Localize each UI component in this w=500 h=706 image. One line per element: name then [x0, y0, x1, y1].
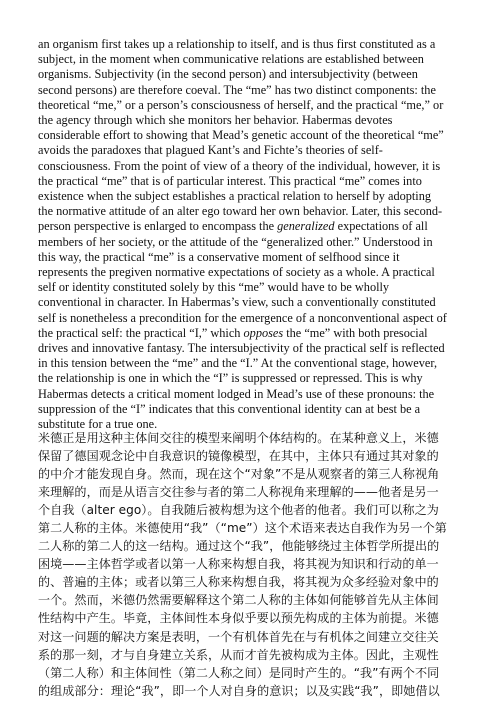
text-line: the agency through which she monitors her behavior. Habermas devotes	[38, 113, 393, 128]
text-line: 米德正是用这种主体间交往的模型来阐明个体结构的。在某种意义上，米德	[38, 431, 439, 445]
text-line: substitute for a true one.	[38, 417, 158, 432]
text-line-with-italic	[38, 326, 468, 341]
text-line: represents the pregiven normative expectations of society as a whole. A practical	[38, 265, 435, 280]
text-line: 保留了德国观念论中自我意识的镜像模型，在其中，主体只有通过其对象的	[38, 449, 439, 464]
text-line: in this tension between the “me” and the “I.” At the conventional stage, however,	[38, 356, 438, 371]
text-line: considerable effort to showing that Mead’s genetic account of the theoretical “me”	[38, 128, 444, 143]
text-line: 的中介才能发现自身。然而，现在这个“对象”不是从观察者的第三人称视角	[38, 467, 440, 482]
italic-term: opposes	[243, 325, 284, 340]
text-line: （第二人称）和主体间性（第二人称之间）是同时产生的。“我”有两个不同	[38, 665, 440, 680]
text-line: avoids the paradoxes that plagued Kant’s and Fichte’s theories of self-	[38, 143, 383, 158]
chinese-paragraph	[38, 429, 468, 700]
text-line: consciousness. From the point of view of a theory of the individual, however, it is	[38, 158, 441, 173]
text-line: an organism first takes up a relationship to itself, and is thus first constituted as a	[38, 37, 436, 51]
text-line: 个自我（alter ego）。自我随后被构想为这个他者的他者。我们可以称之为	[38, 503, 439, 518]
text-line: organisms. Subjectivity (in the second person) and intersubjectivity (between	[38, 67, 418, 82]
english-paragraph	[38, 37, 468, 432]
text-line: members of her society, or the attitude of the “generalized other.” Understood in	[38, 234, 433, 249]
text-line: 一个。然而，米德仍然需要解释这个第二人称的主体如何能够首先从主体间	[38, 593, 439, 608]
text-line: 对这一问题的解决方案是表明，一个有机体首先在与有机体之间建立交往关	[38, 629, 439, 644]
text-line: the practical “me” that is of particular interest. This practical “me” comes into	[38, 173, 422, 188]
text-line: conventional in character. In Habermas’s view, such a conventionally constituted	[38, 295, 436, 310]
text-line: 的、普遍的主体；或者以第三人称来构想自我，将其视为众多经验对象中的	[38, 575, 439, 590]
text-line: 困境——主体哲学或者以第一人称来构想自我，将其视为知识和行动的单一	[38, 557, 439, 572]
text-line: 来理解的，而是从语言交往参与者的第二人称视角来理解的——他者是另一	[38, 485, 439, 500]
text-line: self is nonetheless a precondition for the emergence of a nonconventional aspect of	[38, 310, 447, 325]
text-segment: the practical self: the practical “I,” which	[38, 325, 244, 340]
text-line: 的组成部分：理论“我”，即一个人对自身的意识；以及实践“我”，即她借以	[38, 683, 440, 698]
text-line: 第二人称的主体。米德使用“我”（“me”）这个术语来表达自我作为另一个第	[38, 521, 447, 536]
text-segment: expectations of all	[334, 219, 428, 234]
text-line: existence when the subject establishes a practical relation to herself by adopting	[38, 189, 432, 204]
italic-term: generalized	[277, 219, 335, 234]
text-line: Habermas detects a critical moment lodged in Mead’s use of these pronouns: the	[38, 386, 435, 401]
text-line: subject, in the moment when communicative relations are established between	[38, 52, 424, 67]
text-line: suppression of the “I” indicates that this conventional identity can at best be a	[38, 401, 421, 416]
text-line: the normative attitude of an alter ego toward her own behavior. Later, this second-	[38, 204, 443, 219]
text-line-with-italic	[38, 219, 468, 234]
text-line: theoretical “me,” or a person’s consciousness of herself, and the practical “me,” or	[38, 97, 444, 112]
text-line: 性结构中产生。毕竟，主体间性本身似乎要以预先构成的主体为前提。米德	[38, 611, 439, 626]
text-line: 二人称的第二人的这一结构。通过这个“我”，他能够绕过主体哲学所提出的	[38, 539, 440, 554]
text-line: the relationship is one in which the “I” is suppressed or repressed. This is why	[38, 371, 423, 386]
text-line: 系的那一刻，才与自身建立关系，从而才首先被构成为主体。因此，主观性	[38, 647, 439, 662]
text-line: second persons) are therefore coeval. The “me” has two distinct components: the	[38, 82, 436, 97]
text-line: drives and innovative fantasy. The intersubjectivity of the practical self is reflected	[38, 341, 445, 356]
text-segment: the “me” with both presocial	[283, 325, 428, 340]
text-segment: person perspective is enlarged to encompass the	[38, 219, 278, 234]
text-line: this way, the practical “me” is a conservative moment of selfhood since it	[38, 249, 400, 264]
text-line: self or identity constituted solely by this “me” would have to be wholly	[38, 280, 390, 295]
